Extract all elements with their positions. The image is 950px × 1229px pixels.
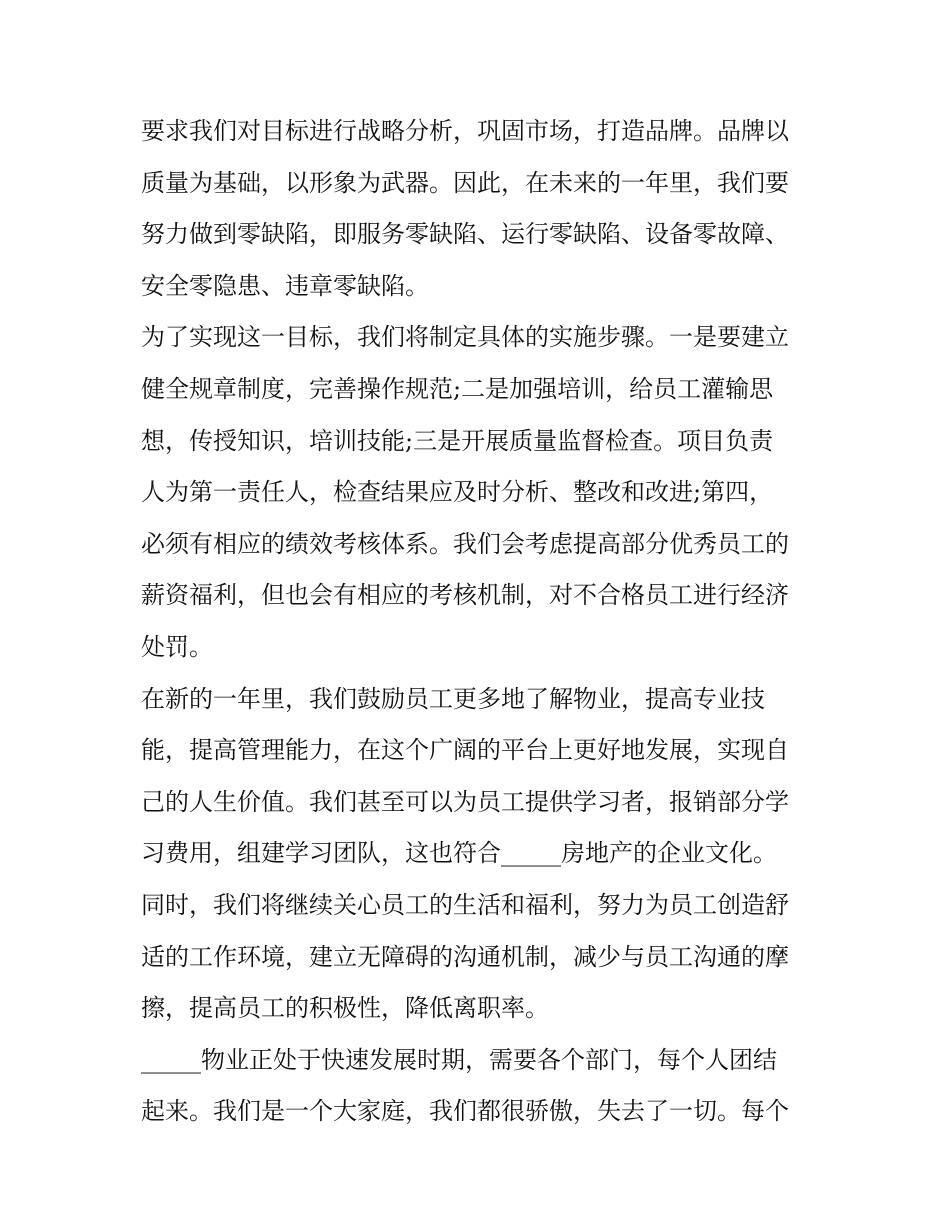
document-body — [141, 106, 816, 1138]
text-line: 质量为基础，以形象为武器。因此，在未来的一年里，我们要 — [141, 168, 789, 197]
text-line: 努力做到零缺陷，即服务零缺陷、运行零缺陷、设备零故障、 — [141, 220, 789, 249]
text-line: 己的人生价值。我们甚至可以为员工提供学习者，报销部分学 — [141, 787, 789, 816]
text-line: 想，传授知识，培训技能;三是开展质量监督检查。项目负责 — [141, 426, 774, 455]
text-line: 同时，我们将继续关心员工的生活和福利，努力为员工创造舒 — [141, 890, 789, 919]
text-line: 在新的一年里，我们鼓励员工更多地了解物业，提高专业技 — [141, 684, 765, 713]
text-line: 要求我们对目标进行战略分析，巩固市场，打造品牌。品牌以 — [141, 117, 789, 145]
text-line: 适的工作环境，建立无障碍的沟通机制，减少与员工沟通的摩 — [141, 942, 789, 971]
text-line: 必须有相应的绩效考核体系。我们会考虑提高部分优秀员工的 — [141, 529, 789, 558]
text-line: 健全规章制度，完善操作规范;二是加强培训，给员工灌输思 — [141, 374, 774, 403]
text-line: 安全零隐患、违章零缺陷。 — [141, 271, 429, 300]
text-line: 习费用，组建学习团队，这也符合_____房地产的企业文化。 — [141, 839, 777, 868]
text-line: 擦，提高员工的积极性，降低离职率。 — [141, 994, 549, 1023]
text-line: 为了实现这一目标，我们将制定具体的实施步骤。一是要建立 — [141, 323, 789, 352]
text-line: 起来。我们是一个大家庭，我们都很骄傲，失去了一切。每个 — [141, 1097, 789, 1126]
text-line: 能，提高管理能力，在这个广阔的平台上更好地发展，实现自 — [141, 736, 789, 765]
text-line: 处罚。 — [141, 632, 213, 661]
text-line: _____物业正处于快速发展时期，需要各个部门，每个人团结 — [141, 1045, 777, 1074]
text-line: 薪资福利，但也会有相应的考核机制，对不合格员工进行经济 — [141, 581, 789, 610]
text-line: 人为第一责任人，检查结果应及时分析、整改和改进;第四， — [141, 478, 774, 507]
